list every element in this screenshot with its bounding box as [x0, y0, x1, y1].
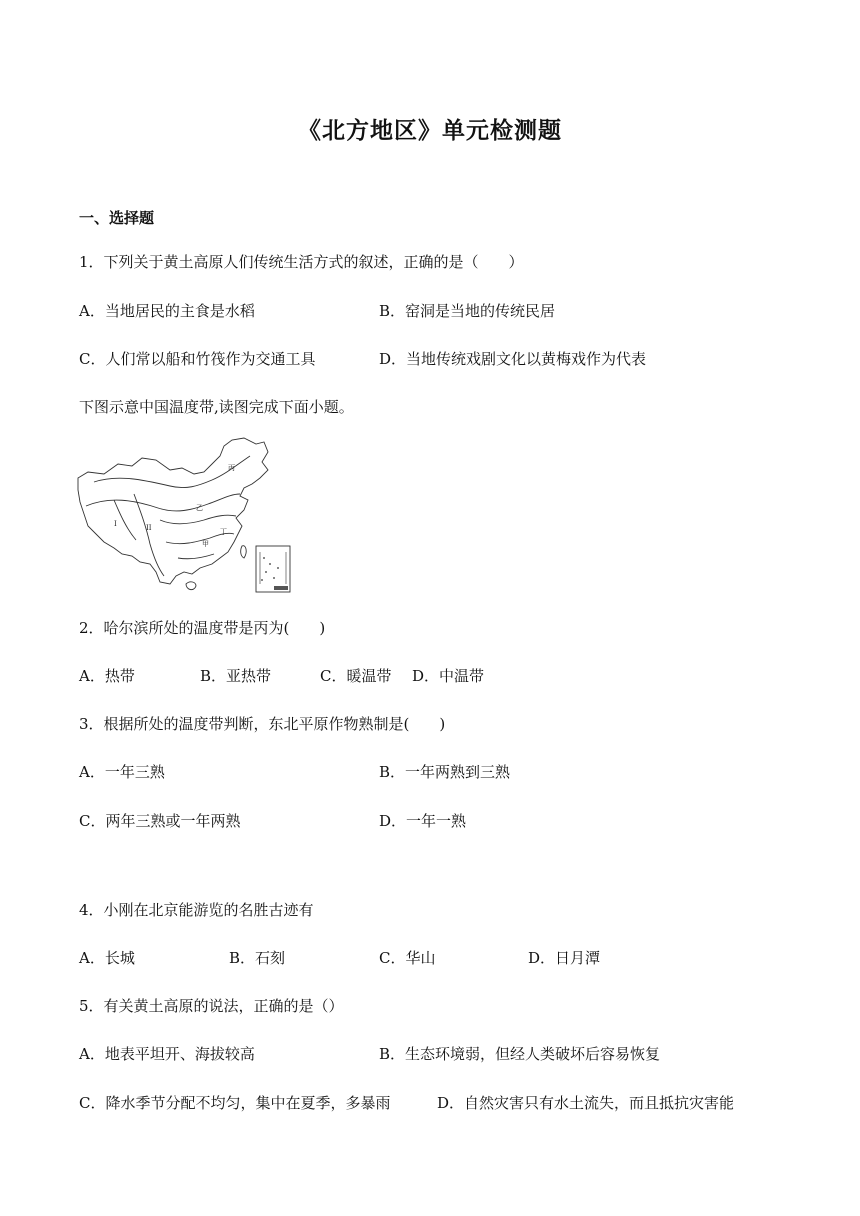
q4-option-b: B．石刻 — [229, 949, 286, 967]
question-5-stem: 5．有关黄土高原的说法，正确的是（） — [79, 997, 344, 1015]
q5-option-a: A．地表平坦开、海拔较高 — [79, 1045, 255, 1063]
q5-option-c: C．降水季节分配不均匀，集中在夏季，多暴雨 — [79, 1094, 391, 1112]
map-label-i: I — [114, 520, 117, 528]
q4-option-c: C．华山 — [379, 949, 436, 967]
q3-option-d: D．一年一熟 — [379, 812, 467, 830]
question-2-stem: 2．哈尔滨所处的温度带是丙为( ) — [79, 619, 326, 637]
q4-option-a: A．长城 — [79, 949, 135, 967]
q1-option-d: D．当地传统戏剧文化以黄梅戏作为代表 — [379, 350, 647, 368]
q1-option-b: B．窑洞是当地的传统民居 — [379, 302, 556, 320]
q3-option-c: C．两年三熟或一年两熟 — [79, 812, 241, 830]
q4-option-d: D．日月潭 — [528, 949, 601, 967]
q2-option-a: A．热带 — [79, 667, 135, 685]
q2-option-d: D．中温带 — [412, 667, 485, 685]
q1-option-a: A．当地居民的主食是水稻 — [79, 302, 255, 320]
map-label-bing: 丙 — [228, 464, 235, 472]
map-label-ii: II — [146, 524, 152, 532]
q2-option-c: C．暖温带 — [320, 667, 392, 685]
map-intro-text: 下图示意中国温度带,读图完成下面小题。 — [79, 398, 354, 416]
question-4-stem: 4．小刚在北京能游览的名胜古迹有 — [79, 901, 314, 919]
map-label-ding: 丁 — [220, 528, 227, 536]
q3-option-a: A．一年三熟 — [79, 763, 165, 781]
question-3-stem: 3．根据所处的温度带判断，东北平原作物熟制是( ) — [79, 715, 446, 733]
q3-option-b: B．一年两熟到三熟 — [379, 763, 511, 781]
q1-option-c: C．人们常以船和竹筏作为交通工具 — [79, 350, 316, 368]
map-label-jia: 甲 — [202, 540, 209, 548]
page-title: 《北方地区》单元检测题 — [298, 118, 562, 144]
section-heading: 一、选择题 — [79, 209, 155, 227]
q5-option-d: D．自然灾害只有水土流失，而且抵抗灾害能 — [437, 1094, 735, 1112]
map-label-yi: 乙 — [196, 504, 203, 512]
china-temperature-zone-map — [74, 434, 296, 596]
q5-option-b: B．生态环境弱，但经人类破坏后容易恢复 — [379, 1045, 661, 1063]
q2-option-b: B．亚热带 — [200, 667, 272, 685]
question-1-stem: 1．下列关于黄土高原人们传统生活方式的叙述，正确的是（ ） — [79, 253, 524, 271]
